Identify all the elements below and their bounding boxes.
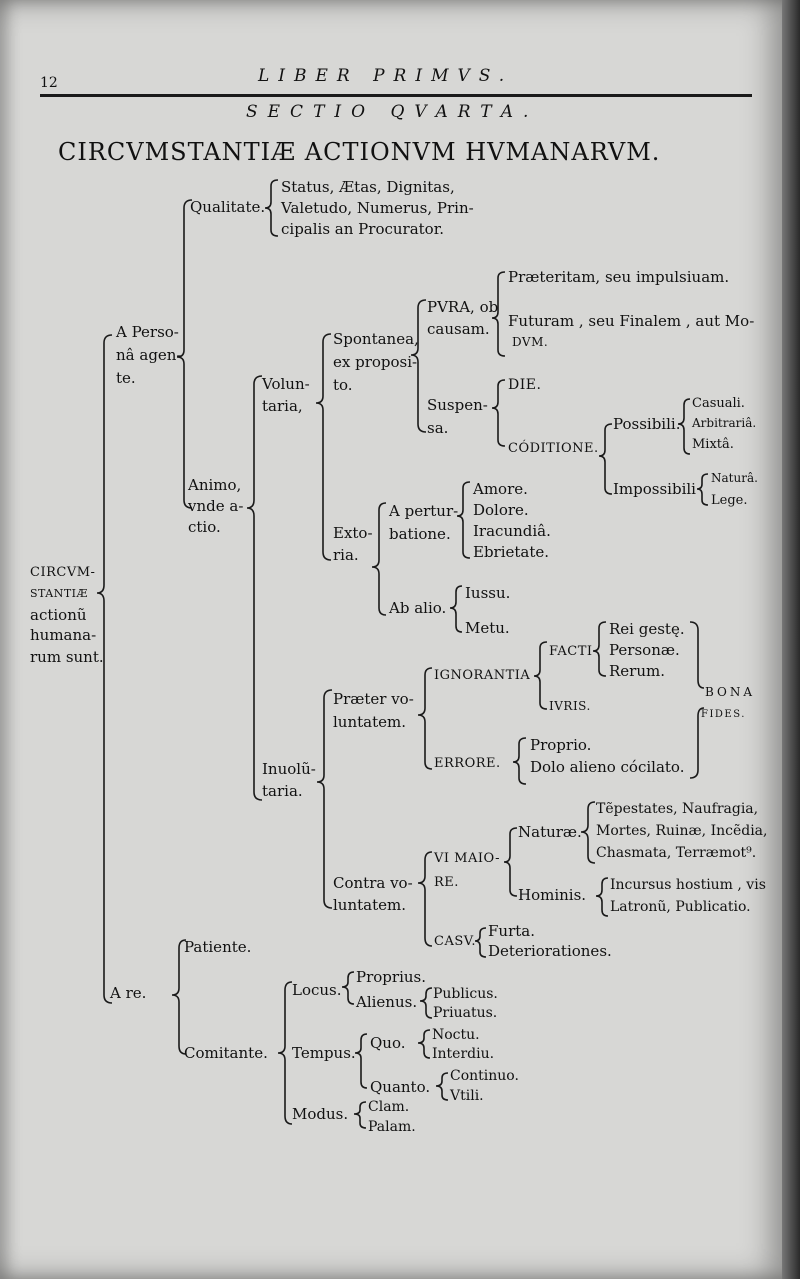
errore-item-1: Proprio. — [530, 736, 592, 754]
facti-item-1: Rei gestę. — [609, 620, 685, 638]
root-line-2: STANTIÆ — [30, 587, 89, 600]
inuoluntaria-1: Inuolũ- — [262, 760, 316, 778]
patiente: Patiente. — [184, 938, 252, 956]
extoria-1: Exto- — [333, 524, 373, 542]
brace-modus — [354, 1102, 366, 1128]
tempus: Tempus. — [292, 1044, 356, 1062]
contra-2: luntatem. — [333, 896, 406, 914]
brace-qualitate — [265, 180, 278, 236]
voluntaria-2: taria, — [262, 397, 303, 415]
perturbatione-item-2: Dolore. — [473, 501, 529, 519]
brace-perturbatione — [457, 482, 470, 558]
possibili-item-1: Casuali. — [692, 396, 745, 411]
spontanea-3: to. — [333, 376, 353, 394]
die: DIE. — [508, 377, 542, 393]
perturbatione-item-4: Ebrietate. — [473, 543, 550, 561]
impossibili-item-1: Naturâ. — [711, 471, 758, 485]
errore: ERRORE. — [434, 756, 501, 771]
brace-impossibili — [697, 474, 708, 505]
naturae: Naturæ. — [518, 823, 582, 841]
brace-quo — [418, 1030, 430, 1058]
brace-suspensa — [492, 380, 505, 446]
brace-a-re — [172, 940, 186, 1054]
ab-alio-item-2: Metu. — [465, 619, 510, 637]
qualitate-label: Qualitate. — [190, 198, 266, 216]
inuoluntaria-2: taria. — [262, 782, 303, 800]
animo-3: ctio. — [188, 518, 221, 536]
errore-item-2: Dolo alieno cócilato. — [530, 758, 685, 776]
brace-praeter — [418, 668, 432, 769]
naturae-item-1: Tẽpestates, Naufragia, — [596, 801, 759, 817]
quanto-item-2: Vtili. — [450, 1088, 484, 1104]
proprius: Proprius. — [356, 968, 426, 986]
a-persona-3: te. — [116, 369, 136, 387]
pura-1: PVRA, ob — [427, 298, 499, 316]
perturbatione-2: batione. — [389, 525, 451, 543]
brace-naturae — [581, 802, 595, 863]
root-line-3: actionũ — [30, 606, 87, 624]
brace-hominis — [596, 878, 608, 916]
spontanea-1: Spontanea, — [333, 330, 419, 348]
brace-errore — [513, 738, 526, 784]
praeter-1: Præter vo- — [333, 690, 414, 708]
casu-item-2: Deteriorationes. — [488, 942, 612, 960]
a-persona-1: A Perso- — [116, 323, 179, 341]
brace-vi-maiore — [504, 828, 517, 896]
spontanea-2: ex proposi- — [333, 353, 418, 371]
brace-alienus — [420, 988, 432, 1018]
praeter-2: luntatem. — [333, 713, 406, 731]
a-re: A re. — [110, 984, 147, 1002]
brace-animo — [247, 376, 262, 800]
root-line-5: rum sunt. — [30, 648, 104, 666]
hominis-item-1: Incursus hostium , vis — [610, 877, 766, 893]
futuram-2: DVM. — [512, 335, 549, 349]
quanto: Quanto. — [370, 1078, 431, 1096]
suspensa-1: Suspen- — [427, 396, 488, 414]
running-title: LIBER PRIMVS. — [258, 66, 514, 86]
impossibili: Impossibili — [613, 480, 696, 498]
bona-fides-2: FIDES. — [701, 709, 746, 720]
bracket-bona-fides — [690, 622, 704, 778]
brace-inuoluntaria — [317, 690, 332, 908]
brace-facti — [593, 622, 606, 676]
alienus-item-1: Publicus. — [433, 986, 498, 1002]
voluntaria-1: Volun- — [262, 375, 310, 393]
contra-1: Contra vo- — [333, 874, 413, 892]
brace-tempus — [355, 1034, 367, 1088]
animo-1: Animo, — [188, 476, 242, 494]
modus: Modus. — [292, 1105, 349, 1123]
naturae-item-2: Mortes, Ruinæ, Incẽdia, — [596, 823, 768, 839]
comitante: Comitante. — [184, 1044, 268, 1062]
possibili-item-2: Arbitrariâ. — [692, 416, 757, 430]
qualitate-item-1: Status, Ætas, Dignitas, — [281, 178, 455, 196]
quo-item-1: Noctu. — [432, 1027, 480, 1043]
ignorantia: IGNORANTIA — [434, 668, 531, 683]
praeteritam: Præteritam, seu impulsiuam. — [508, 268, 730, 286]
root-line-4: humana- — [30, 626, 97, 644]
alienus-item-2: Priuatus. — [433, 1005, 498, 1021]
section-heading: SECTIO QVARTA. — [246, 102, 539, 122]
alienus: Alienus. — [356, 993, 418, 1011]
animo-2: vnde a- — [188, 497, 244, 515]
vi-maiore-2: RE. — [434, 875, 459, 890]
facti-item-3: Rerum. — [609, 662, 665, 680]
brace-voluntaria — [316, 334, 331, 560]
brace-conditione — [599, 424, 612, 494]
futuram-1: Futuram , seu Finalem , aut Mo- — [508, 312, 755, 330]
quo: Quo. — [370, 1034, 406, 1052]
naturae-item-3: Chasmata, Terræmot⁹. — [596, 845, 757, 861]
brace-locus — [342, 972, 354, 1004]
pura-2: causam. — [427, 320, 490, 338]
brace-comitante — [278, 982, 292, 1124]
facti: FACTI — [549, 644, 593, 659]
locus: Locus. — [292, 981, 342, 999]
extoria-2: ria. — [333, 546, 359, 564]
ab-alio: Ab alio. — [389, 599, 447, 617]
page-title: CIRCVMSTANTIÆ ACTIONVM HVMANARVM. — [58, 138, 661, 166]
quanto-item-1: Continuo. — [450, 1068, 519, 1084]
brace-quanto — [436, 1073, 448, 1100]
vi-maiore-1: VI MAIO- — [434, 851, 501, 866]
conditione: CÓDITIONE. — [508, 441, 599, 456]
possibili: Possibili. — [613, 415, 681, 433]
a-persona-2: nâ agen- — [116, 346, 182, 364]
book-edge — [782, 0, 800, 1279]
perturbatione-item-3: Iracundiâ. — [473, 522, 551, 540]
perturbatione-item-1: Amore. — [473, 480, 528, 498]
suspensa-2: sa. — [427, 419, 449, 437]
modus-item-2: Palam. — [368, 1119, 416, 1135]
facti-item-2: Personæ. — [609, 641, 680, 659]
brace-ab-alio — [450, 586, 462, 632]
root-line-1: CIRCVM- — [30, 565, 96, 580]
brace-contra — [418, 852, 432, 946]
hominis: Hominis. — [518, 886, 587, 904]
page-number: 12 — [40, 75, 58, 91]
brace-casu — [475, 928, 486, 957]
casu: CASV. — [434, 934, 476, 949]
quo-item-2: Interdiu. — [432, 1046, 495, 1062]
casu-item-1: Furta. — [488, 922, 535, 940]
qualitate-item-3: cipalis an Procurator. — [281, 220, 444, 238]
perturbatione-1: A pertur- — [389, 502, 459, 520]
modus-item-1: Clam. — [368, 1099, 410, 1115]
brace-extoria — [372, 503, 386, 615]
iuris: IVRIS. — [549, 699, 591, 713]
impossibili-item-2: Lege. — [711, 493, 748, 508]
qualitate-item-2: Valetudo, Numerus, Prin- — [281, 199, 474, 217]
hominis-item-2: Latronũ, Publicatio. — [610, 899, 751, 915]
ab-alio-item-1: Iussu. — [465, 584, 511, 602]
brace-root — [97, 335, 112, 1003]
possibili-item-3: Mixtâ. — [692, 437, 734, 452]
bona-fides-1: BONA — [705, 685, 756, 699]
brace-ignorantia — [534, 642, 547, 709]
